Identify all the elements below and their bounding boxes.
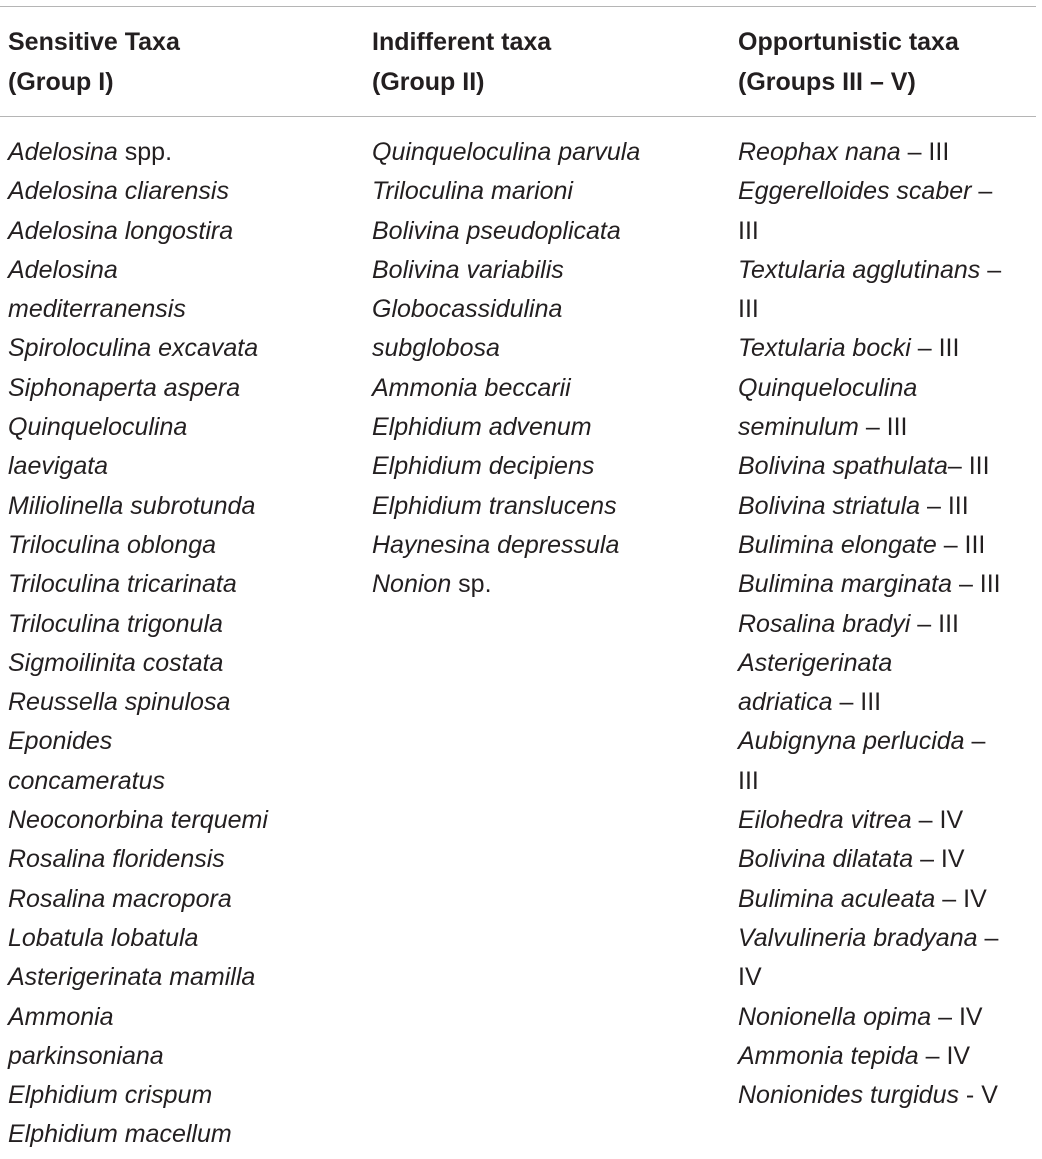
taxon-line: [8, 369, 338, 408]
taxon-entry: [8, 487, 338, 526]
taxon-entry: [8, 880, 338, 919]
taxon-line: [372, 212, 702, 251]
taxon-line: [372, 172, 702, 211]
taxon-name: Bolivina variabilis: [372, 255, 564, 284]
taxon-entry: [738, 526, 1036, 565]
taxon-name: Haynesina depressula: [372, 530, 620, 559]
taxon-line: [372, 487, 702, 526]
taxon-line: [8, 565, 338, 604]
taxon-line: [8, 487, 338, 526]
taxon-line: [738, 762, 1036, 801]
taxon-name: Bulimina marginata: [738, 570, 952, 599]
taxon-name: Siphonaperta aspera: [8, 373, 241, 402]
taxon-annotation: – IV: [918, 1041, 971, 1070]
taxon-entry: [738, 133, 1036, 172]
taxon-entry: [8, 919, 338, 958]
taxon-entry: [8, 801, 338, 840]
taxon-annotation: IV: [738, 963, 762, 992]
taxon-name: Neoconorbina terquemi: [8, 806, 268, 835]
taxon-line: [738, 290, 1036, 329]
taxon-entry: [738, 840, 1036, 879]
taxon-line: [8, 1037, 338, 1076]
taxon-annotation: – III: [910, 334, 960, 363]
taxon-name: Quinqueloculina parvula: [372, 138, 641, 166]
taxon-line: [372, 251, 702, 290]
taxon-name: Rosalina macropora: [8, 884, 232, 913]
taxon-name: Aubignyna perlucida: [738, 727, 965, 756]
taxon-name: Elphidium macellum: [8, 1120, 232, 1149]
taxon-line: [738, 840, 1036, 879]
taxon-name: Reophax nana: [738, 138, 901, 166]
taxon-name: Rosalina bradyi: [738, 609, 911, 638]
taxon-entry: [738, 605, 1036, 644]
taxon-name: Bolivina dilatata: [738, 845, 914, 874]
taxon-entry: [8, 369, 338, 408]
taxon-annotation: – IV: [931, 1002, 983, 1031]
taxon-line: [8, 251, 338, 290]
taxon-annotation: –: [980, 255, 1002, 284]
taxon-line: [738, 1037, 1036, 1076]
taxon-annotation: – III: [952, 570, 1001, 599]
taxon-entry: [372, 447, 702, 486]
taxon-name: Triloculina marioni: [372, 177, 573, 206]
taxon-name: Eilohedra vitrea: [738, 806, 912, 835]
header-indifferent-taxa: Indifferent taxa (Group II): [372, 28, 552, 96]
taxon-line: [372, 290, 702, 329]
taxon-line: [738, 329, 1036, 368]
taxon-annotation: spp.: [117, 138, 173, 166]
taxon-name: Valvulineria bradyana: [738, 923, 978, 952]
taxon-line: [372, 526, 702, 565]
taxon-entry: [8, 958, 338, 997]
taxon-name: Nonionides turgidus: [738, 1081, 959, 1110]
taxon-entry: [738, 998, 1036, 1037]
taxon-entry: [738, 801, 1036, 840]
header-opportunistic-taxa: Opportunistic taxa (Groups III – V): [738, 28, 959, 96]
taxon-annotation: – III: [920, 491, 969, 520]
taxon-entry: [8, 251, 338, 330]
taxon-line: [372, 565, 702, 604]
taxon-entry: [8, 644, 338, 683]
taxon-line: [8, 998, 338, 1037]
taxon-entry: [8, 1076, 338, 1115]
taxon-name: Triloculina trigonula: [8, 609, 223, 638]
taxon-annotation: –: [977, 923, 999, 952]
taxon-line: [8, 762, 338, 801]
taxon-line: [372, 133, 702, 172]
taxon-entry: [738, 172, 1036, 251]
taxon-annotation: sp.: [451, 570, 492, 599]
taxon-name: Bulimina aculeata: [738, 884, 936, 913]
taxon-line: [8, 958, 338, 997]
taxon-line: [8, 840, 338, 879]
taxon-line: [738, 447, 1036, 486]
taxon-entry: [738, 1076, 1036, 1115]
taxon-name: Triloculina oblonga: [8, 530, 216, 559]
taxon-name: concameratus: [8, 766, 166, 795]
taxon-entry: [8, 408, 338, 487]
taxon-entry: [738, 329, 1036, 368]
taxon-name: Bulimina elongate: [738, 530, 937, 559]
taxon-annotation: – IV: [911, 806, 964, 835]
taxon-entry: [372, 369, 702, 408]
taxon-annotation: – III: [832, 688, 882, 717]
taxon-line: [372, 408, 702, 447]
taxon-name: Elphidium decipiens: [372, 452, 595, 481]
taxon-annotation: – IV: [935, 884, 987, 913]
taxon-entry: [372, 565, 702, 604]
taxon-line: [372, 329, 702, 368]
taxon-name: Reussella spinulosa: [8, 688, 231, 717]
taxon-line: [738, 408, 1036, 447]
taxon-line: [8, 605, 338, 644]
taxon-name: adriatica: [738, 688, 833, 717]
taxon-annotation: – IV: [913, 845, 965, 874]
taxon-entry: [8, 212, 338, 251]
taxon-line: [738, 172, 1036, 211]
taxon-name: Spiroloculina excavata: [8, 334, 259, 363]
taxon-name: Bolivina striatula: [738, 491, 921, 520]
taxon-entry: [8, 172, 338, 211]
taxon-name: Nonion: [372, 570, 452, 599]
taxon-name: Rosalina floridensis: [8, 845, 225, 874]
taxon-annotation: III: [738, 295, 759, 324]
taxon-name: Bolivina spathulata: [738, 452, 948, 481]
taxon-name: seminulum: [738, 413, 859, 442]
taxon-name: Ammonia tepida: [738, 1041, 919, 1070]
taxon-name: Asterigerinata: [738, 648, 893, 677]
taxon-line: [738, 1076, 1036, 1115]
taxon-line: [8, 683, 338, 722]
taxon-name: Asterigerinata mamilla: [8, 963, 256, 992]
taxon-name: Ammonia: [8, 1002, 114, 1031]
taxon-name: Nonionella opima: [738, 1002, 932, 1031]
taxon-line: [8, 212, 338, 251]
taxon-entry: [8, 526, 338, 565]
taxon-line: [738, 251, 1036, 290]
header-rule: [0, 116, 1036, 117]
taxon-name: Adelosina: [8, 255, 118, 284]
taxon-name: parkinsoniana: [8, 1041, 164, 1070]
taxon-line: [738, 998, 1036, 1037]
taxon-entry: [8, 133, 338, 172]
taxon-line: [738, 801, 1036, 840]
taxon-entry: [8, 840, 338, 879]
taxon-name: Sigmoilinita costata: [8, 648, 224, 677]
taxon-name: Elphidium translucens: [372, 491, 617, 520]
taxon-annotation: –: [971, 177, 993, 206]
taxon-name: Bolivina pseudoplicata: [372, 216, 621, 245]
taxon-line: [8, 172, 338, 211]
taxon-entry: [372, 526, 702, 565]
column-sensitive-taxa: [8, 133, 338, 1155]
taxon-line: [738, 133, 1036, 172]
taxon-line: [738, 605, 1036, 644]
taxon-entry: [8, 605, 338, 644]
taxon-name: Ammonia beccarii: [372, 373, 571, 402]
column-indifferent-taxa: [372, 133, 702, 605]
taxon-entry: [738, 919, 1036, 998]
taxon-line: [8, 290, 338, 329]
taxon-annotation: III: [738, 216, 759, 245]
taxon-entry: [738, 447, 1036, 486]
taxon-name: subglobosa: [372, 334, 500, 363]
taxon-name: Elphidium advenum: [372, 413, 592, 442]
taxon-line: [738, 683, 1036, 722]
taxon-name: Miliolinella subrotunda: [8, 491, 256, 520]
taxon-name: Globocassidulina: [372, 295, 563, 324]
taxon-name: Eponides: [8, 727, 113, 756]
taxon-entry: [738, 1037, 1036, 1076]
taxon-line: [8, 408, 338, 447]
taxon-annotation: – III: [858, 413, 908, 442]
taxon-entry: [8, 683, 338, 722]
taxon-entry: [372, 290, 702, 369]
taxon-line: [738, 212, 1036, 251]
taxon-annotation: III: [738, 766, 759, 795]
taxon-entry: [372, 212, 702, 251]
taxon-line: [738, 919, 1036, 958]
taxon-entry: [372, 251, 702, 290]
taxon-entry: [8, 1115, 338, 1154]
taxon-name: Adelosina: [8, 138, 118, 166]
taxon-line: [8, 329, 338, 368]
taxon-annotation: –: [964, 727, 986, 756]
taxon-line: [738, 880, 1036, 919]
taxon-line: [8, 447, 338, 486]
taxon-line: [8, 722, 338, 761]
taxon-name: Lobatula lobatula: [8, 923, 199, 952]
taxon-name: Adelosina cliarensis: [8, 177, 229, 206]
taxon-entry: [738, 644, 1036, 723]
taxon-annotation: - V: [958, 1081, 998, 1110]
taxon-name: Adelosina longostira: [8, 216, 234, 245]
taxon-entry: [8, 565, 338, 604]
taxon-annotation: – III: [910, 609, 959, 638]
taxon-line: [738, 487, 1036, 526]
taxon-name: Textularia bocki: [738, 334, 911, 363]
taxon-line: [8, 880, 338, 919]
taxon-line: [8, 1115, 338, 1154]
taxon-entry: [8, 998, 338, 1077]
taxon-line: [738, 369, 1036, 408]
table-top-rule: [0, 6, 1036, 7]
taxon-entry: [738, 565, 1036, 604]
taxon-line: [372, 447, 702, 486]
taxon-entry: [372, 172, 702, 211]
taxon-entry: [738, 369, 1036, 448]
taxon-entry: [738, 722, 1036, 801]
taxon-line: [8, 644, 338, 683]
taxon-line: [738, 526, 1036, 565]
taxon-name: laevigata: [8, 452, 109, 481]
taxon-line: [738, 565, 1036, 604]
taxon-line: [738, 722, 1036, 761]
taxon-annotation: – III: [947, 452, 990, 481]
column-opportunistic-taxa: [738, 133, 1036, 1115]
taxon-entry: [372, 408, 702, 447]
taxon-line: [738, 958, 1036, 997]
taxon-line: [372, 369, 702, 408]
taxon-line: [8, 801, 338, 840]
taxon-name: mediterranensis: [8, 295, 186, 324]
taxon-entry: [738, 880, 1036, 919]
taxon-line: [8, 133, 338, 172]
taxon-entry: [372, 487, 702, 526]
taxon-name: Textularia agglutinans: [738, 255, 981, 284]
taxon-line: [8, 1076, 338, 1115]
taxon-name: Triloculina tricarinata: [8, 570, 237, 599]
taxon-line: [8, 526, 338, 565]
header-sensitive-taxa: Sensitive Taxa (Group I): [8, 28, 180, 96]
taxon-entry: [8, 722, 338, 801]
taxon-name: Elphidium crispum: [8, 1081, 213, 1110]
taxon-annotation: – III: [900, 138, 950, 166]
taxon-annotation: – III: [936, 530, 986, 559]
taxon-entry: [8, 329, 338, 368]
taxon-line: [738, 644, 1036, 683]
taxon-name: Quinqueloculina: [8, 413, 188, 442]
taxon-name: Eggerelloides scaber: [738, 177, 972, 206]
taxon-line: [8, 919, 338, 958]
taxon-entry: [738, 487, 1036, 526]
taxon-entry: [738, 251, 1036, 330]
taxon-entry: [372, 133, 702, 172]
taxon-name: Quinqueloculina: [738, 373, 918, 402]
